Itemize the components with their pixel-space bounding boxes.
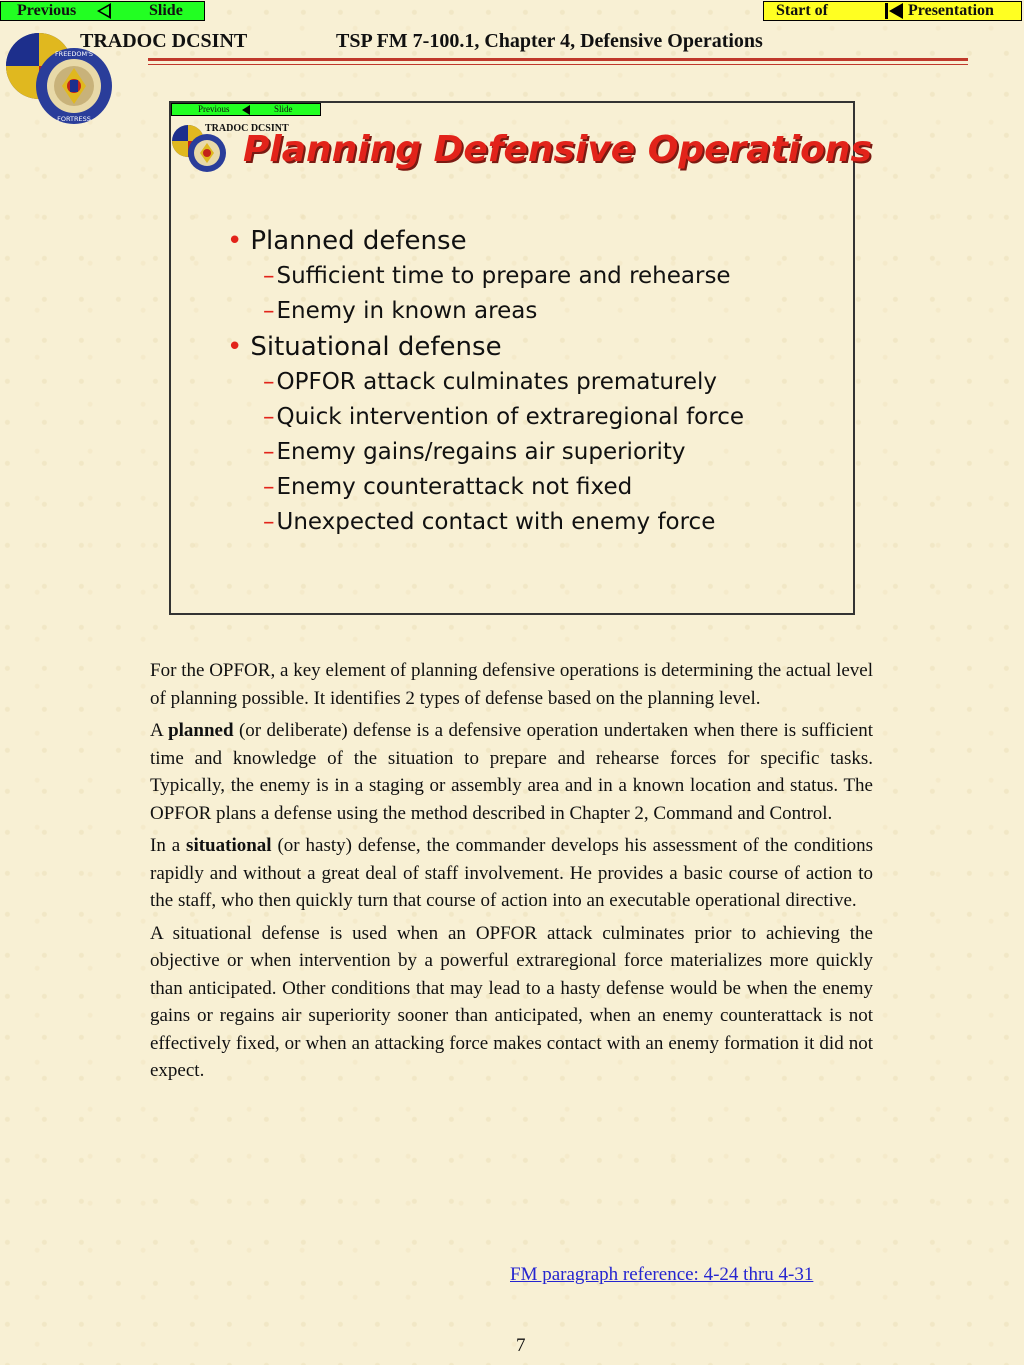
previous-slide-button[interactable]: [0, 1, 205, 21]
svg-text:FREEDOM'S: FREEDOM'S: [54, 50, 94, 58]
sub-bullet-item: [227, 505, 744, 540]
header-document-title: TSP FM 7-100.1, Chapter 4, Defensive Operations: [336, 30, 763, 52]
sub-bullet-text: Unexpected contact with enemy force: [276, 509, 716, 535]
notes-paragraph: [150, 832, 873, 915]
skip-arrow-icon: [889, 3, 903, 19]
notes-text: In a: [150, 835, 187, 856]
sub-bullet-marker: –: [263, 404, 275, 430]
sub-bullet-marker: –: [263, 509, 275, 535]
bullet-marker: •: [227, 226, 243, 256]
slide-nav-slide: Slide: [274, 104, 293, 114]
slide-bullet-list: [227, 223, 744, 540]
bullet-text: Planned defense: [250, 226, 467, 256]
sub-bullet-item: [227, 435, 744, 470]
notes-text: A: [150, 720, 169, 741]
previous-label: Previous: [17, 2, 77, 19]
sub-bullet-item: [227, 294, 744, 329]
page-number: 7: [516, 1335, 526, 1356]
slide-label: Slide: [149, 2, 183, 19]
slide-back-arrow-icon: [242, 105, 250, 115]
sub-bullet-item: [227, 470, 744, 505]
sub-bullet-item: [227, 365, 744, 400]
sub-bullet-text: Enemy in known areas: [276, 298, 538, 324]
sub-bullet-item: [227, 259, 744, 294]
skip-to-start-icon: [885, 3, 888, 19]
bullet-text: Situational defense: [250, 332, 502, 362]
term-planned: planned: [168, 720, 234, 741]
notes-text: (or hasty) defense, the commander develops his assessment of the conditions rapidly and without a great deal of staff involvement. He provides a basic course of action to the staff, who then quickly turn that course of action into an executable operational directive.: [150, 835, 873, 911]
bullet-marker: •: [227, 332, 243, 362]
sub-bullet-item: [227, 400, 744, 435]
header-org: TRADOC DCSINT: [80, 30, 248, 52]
term-situational: situational: [186, 835, 272, 856]
notes-paragraph: For the OPFOR, a key element of planning defensive operations is determining the actual level of planning possible. It identifies 2 types of defense based on the planning level.: [150, 660, 873, 709]
notes-text: (or deliberate) defense is a defensive operation undertaken when there is sufficient time and knowledge of the situation to prepare and rehearse forces for specific tasks. Typically, the enemy is in a staging or assembly area and in a known location and status. The OPFOR plans a defense using the method described in Chapter 2, Command and Control.: [150, 720, 873, 824]
sub-bullet-marker: –: [263, 298, 275, 324]
bullet-item: [227, 223, 744, 259]
sub-bullet-text: Quick intervention of extraregional force: [276, 404, 745, 430]
sub-bullet-text: Sufficient time to prepare and rehearse: [276, 263, 731, 289]
sub-bullet-text: Enemy gains/regains air superiority: [276, 439, 686, 465]
slide-title: Planning Defensive Operations: [243, 129, 872, 170]
speaker-notes: [150, 657, 873, 1090]
sub-bullet-marker: –: [263, 474, 275, 500]
sub-bullet-marker: –: [263, 439, 275, 465]
fm-reference-link[interactable]: FM paragraph reference: 4-24 thru 4-31: [510, 1264, 814, 1285]
start-label: Start of: [776, 2, 828, 19]
svg-text:FORTRESS: FORTRESS: [57, 115, 91, 123]
sub-bullet-marker: –: [263, 369, 275, 395]
bullet-item: [227, 329, 744, 365]
sub-bullet-text: OPFOR attack culminates prematurely: [276, 369, 718, 395]
slide-nav-bar: [171, 103, 321, 116]
slide-brand: TRADOC DCSINT: [205, 123, 289, 134]
back-arrow-icon: [97, 3, 111, 19]
header-divider-thin: [148, 64, 968, 65]
header-divider: [148, 58, 968, 61]
presentation-label: Presentation: [908, 2, 994, 19]
slide-nav-previous: Previous: [198, 104, 230, 114]
notes-paragraph: [150, 717, 873, 827]
sub-bullet-text: Enemy counterattack not fixed: [276, 474, 633, 500]
notes-paragraph: A situational defense is used when an OPFOR attack culminates prior to achieving the objective or when intervention by a powerful extraregional force materializes more quickly than anticipated. Other conditions that may lead to a hasty defense would be when the enemy gains or regains air superiority sooner than anticipated, when an enemy counterattack is not effectively fixed, or when an attacking force makes contact with an enemy formation it did not expect.: [150, 922, 873, 1081]
sub-bullet-marker: –: [263, 263, 275, 289]
slide-frame: [169, 101, 872, 615]
start-of-presentation-button[interactable]: [763, 1, 1022, 21]
